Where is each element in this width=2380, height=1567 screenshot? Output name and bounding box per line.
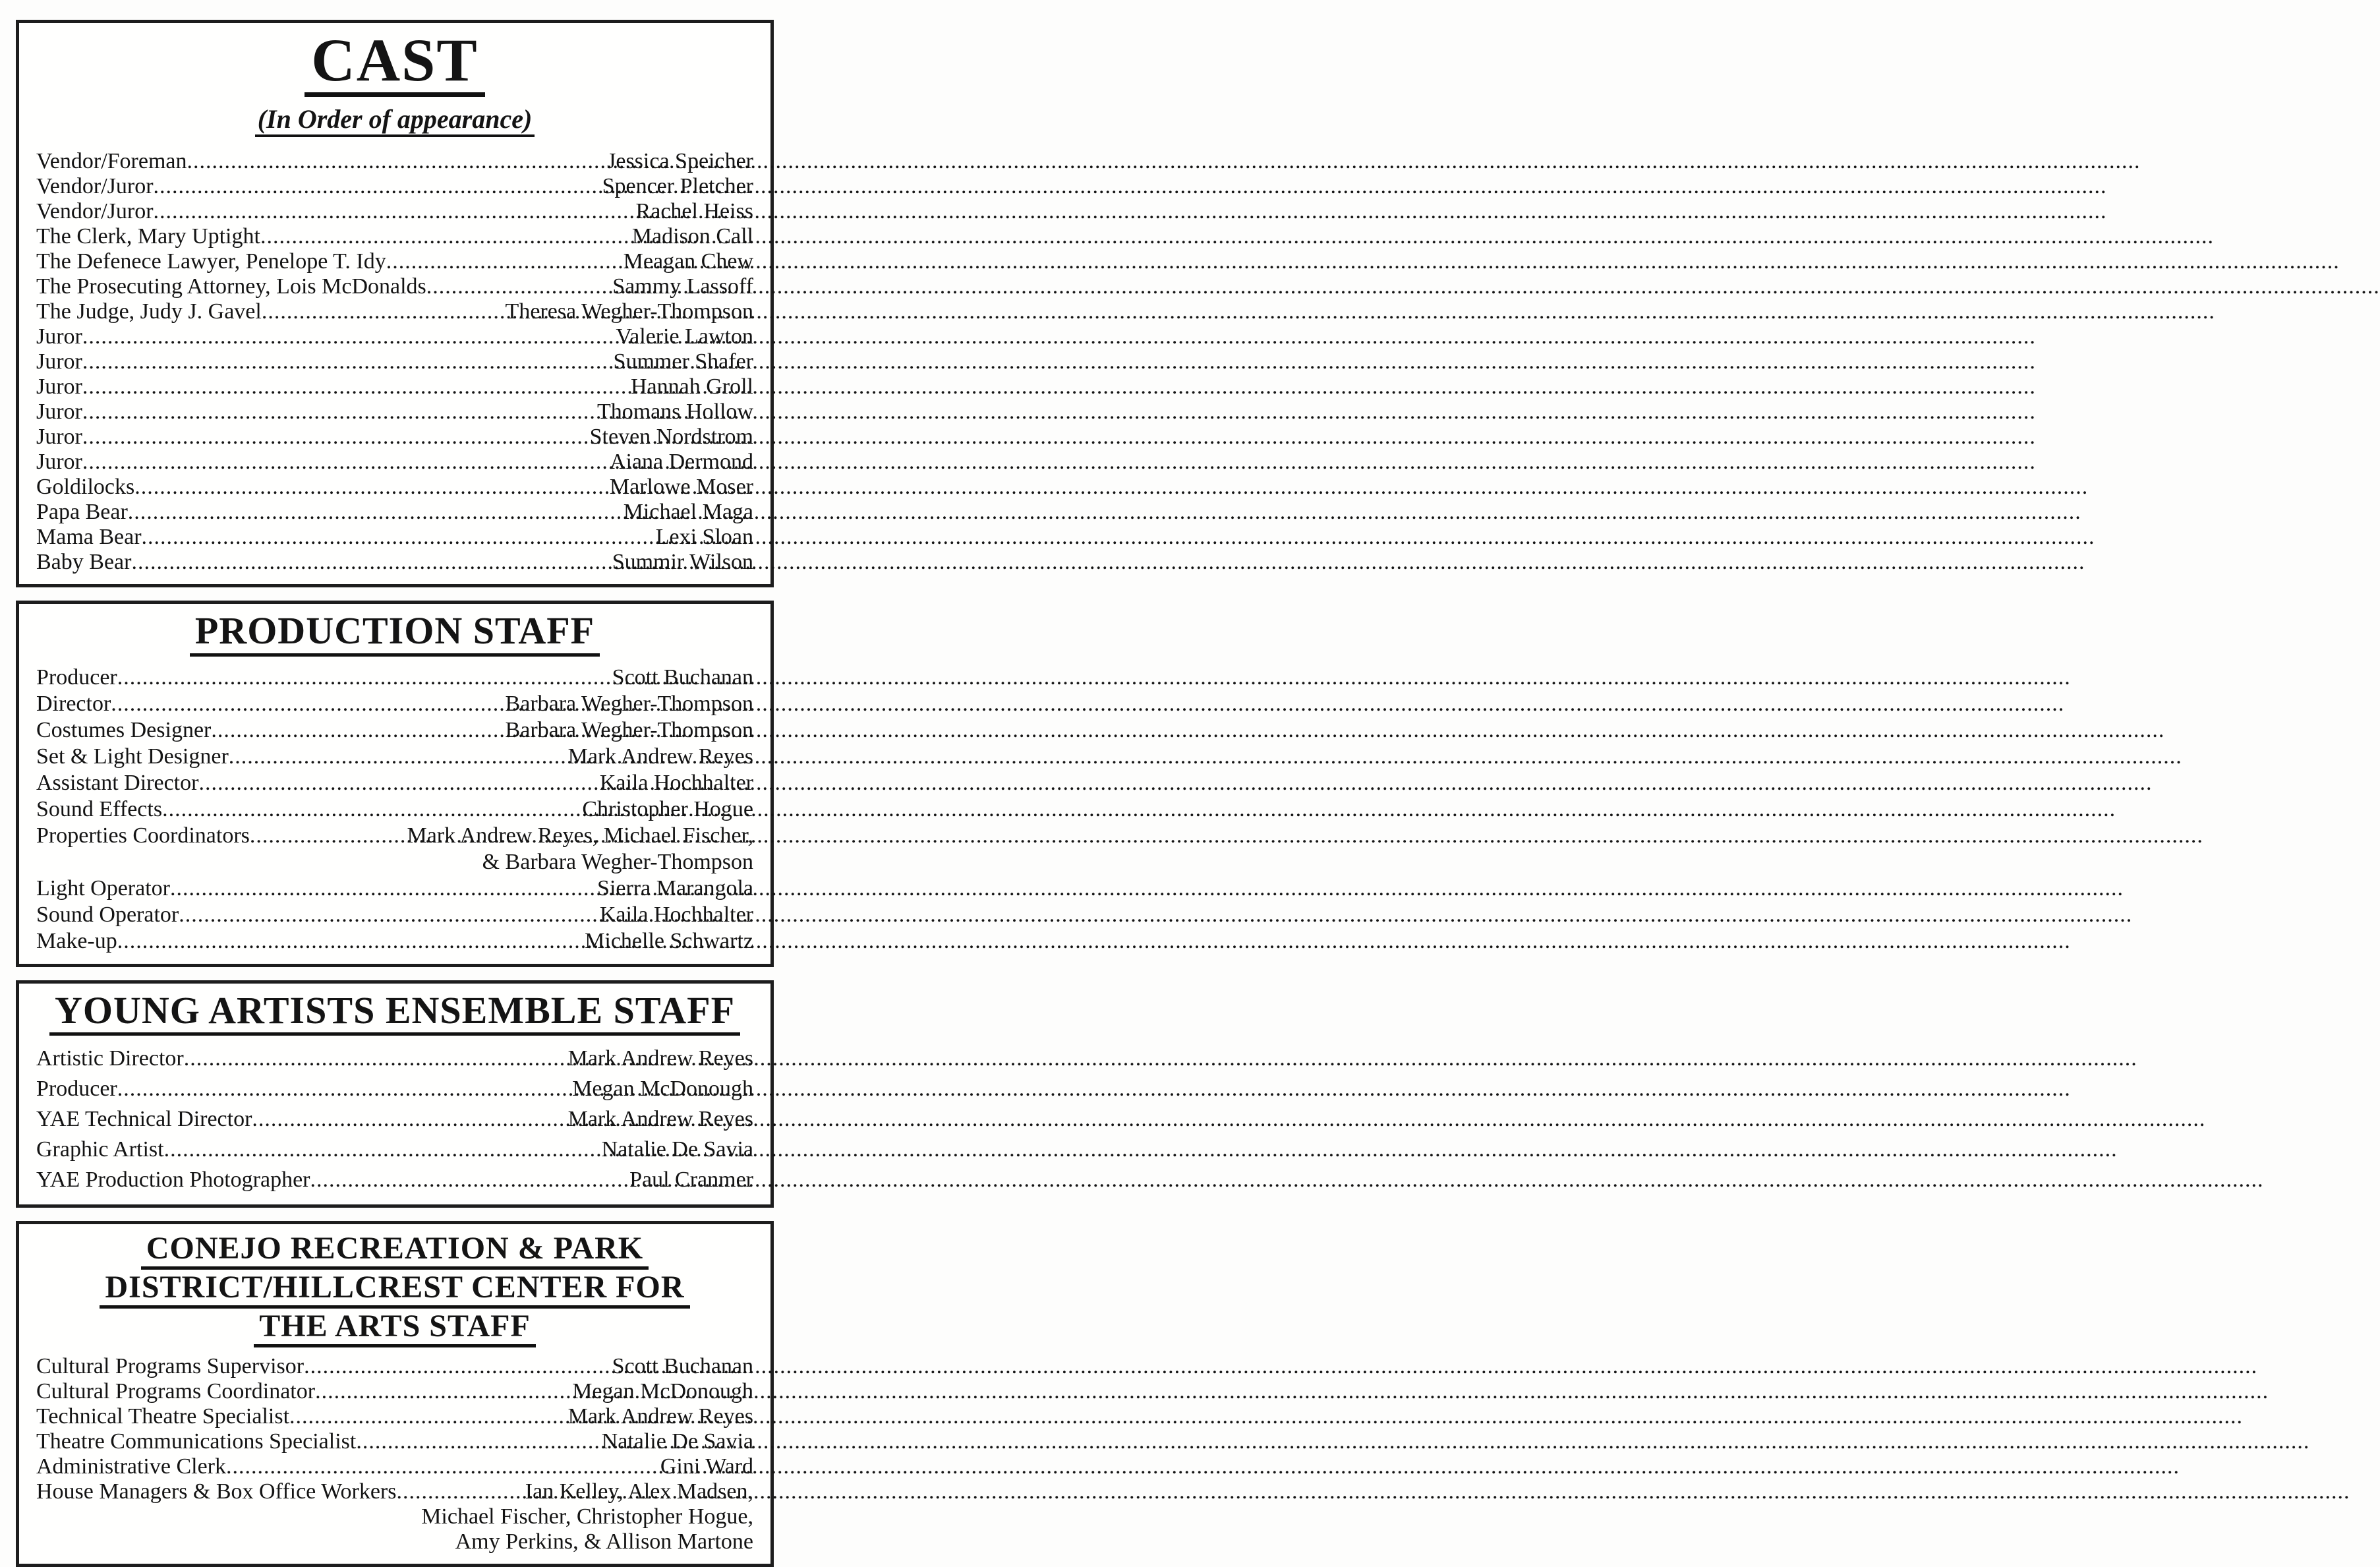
credit-entry: [36, 1135, 753, 1165]
credit-name: Spencer Pletcher: [602, 174, 753, 198]
credit-name: Mark Andrew Reyes: [567, 744, 753, 769]
dot-leader: [179, 902, 600, 928]
credit-entry: [36, 224, 753, 249]
yae-staff-section: [16, 980, 774, 1208]
credit-role: Costumes Designer: [36, 717, 212, 742]
credit-role: Juror: [36, 324, 82, 349]
crpd-staff-credits-list: [36, 1354, 753, 1554]
credit-name: Megan McDonough: [572, 1077, 753, 1102]
credit-name: Rachel Heiss: [635, 199, 753, 223]
dot-leader: [184, 1044, 568, 1074]
dot-leader: [198, 770, 599, 796]
credit-role: Director: [36, 691, 111, 716]
dot-leader: [82, 324, 616, 349]
credit-name: Scott Buchanan: [612, 665, 753, 690]
credit-role: The Prosecuting Attorney, Lois McDonalds: [36, 274, 426, 299]
credit-entry: [36, 500, 753, 525]
program-page: [0, 0, 791, 1554]
dot-leader: [117, 928, 585, 955]
credit-role: Make-up: [36, 928, 117, 953]
dot-leader: [262, 299, 506, 324]
credit-role: Sound Effects: [36, 796, 163, 821]
dot-leader: [164, 1135, 602, 1165]
credit-role: Cultural Programs Supervisor: [36, 1353, 305, 1378]
dot-leader: [356, 1429, 601, 1454]
credit-role: Juror: [36, 450, 82, 474]
credit-role: Cultural Programs Coordinator: [36, 1378, 316, 1404]
credit-role: YAE Production Photographer: [36, 1168, 310, 1193]
credit-name: Natalie De Savia: [601, 1429, 753, 1454]
credit-continuation-line: Amy Perkins, & Allison Martone: [455, 1529, 753, 1554]
credit-entry: [36, 691, 753, 717]
credit-name: Steven Nordstrom: [589, 425, 753, 449]
credit-name: Paul Cranmer: [629, 1168, 753, 1193]
credit-name: Jessica Speicher: [607, 149, 753, 173]
credit-role: Theatre Communications Specialist: [36, 1429, 357, 1454]
credit-continuation-line: Michael Fischer, Christopher Hogue,: [421, 1504, 753, 1529]
credit-role: Administrative Clerk: [36, 1454, 227, 1479]
credit-entry: [36, 249, 753, 274]
credit-role: Technical Theatre Specialist: [36, 1404, 290, 1429]
crpd-staff-title-line-3: THE ARTS STAFF: [254, 1309, 536, 1347]
credit-name: Sierra Marangola: [597, 875, 753, 901]
credit-name: Barbara Wegher-Thompson: [505, 717, 753, 742]
credit-entry: [36, 274, 753, 299]
credit-entry: [36, 450, 753, 475]
credit-role: Mama Bear: [36, 525, 142, 549]
credit-role: Juror: [36, 349, 82, 374]
credit-name: Natalie De Savia: [601, 1137, 753, 1162]
production-staff-section: [16, 601, 774, 967]
credit-role: Set & Light Designer: [36, 744, 229, 769]
credit-name: Kaila Hochhalter: [599, 770, 753, 795]
credit-continuation: [36, 849, 753, 875]
credit-role: Vendor/Juror: [36, 174, 154, 198]
credit-entry: [36, 1044, 753, 1074]
credit-entry: [36, 299, 753, 324]
credit-role: Properties Coordinators: [36, 823, 250, 848]
credit-name: Aiana Dermond: [609, 450, 753, 474]
dot-leader: [134, 475, 610, 500]
dot-leader: [154, 174, 602, 199]
credit-name: Michael Maga: [623, 500, 753, 524]
credit-entry: [36, 1429, 753, 1454]
dot-leader: [117, 1074, 572, 1104]
credit-entry: [36, 425, 753, 450]
credit-entry: [36, 1074, 753, 1104]
credit-name: Valerie Lawton: [616, 324, 753, 349]
credit-entry: [36, 324, 753, 349]
credit-name: Thomans Hollow: [596, 399, 753, 424]
yae-staff-credits-list: [36, 1044, 753, 1195]
crpd-staff-title-line-2: DISTRICT/HILLCREST CENTER FOR: [100, 1270, 689, 1309]
crpd-staff-title-line-1: CONEJO RECREATION & PARK: [141, 1231, 649, 1270]
dot-leader: [250, 823, 407, 849]
dot-leader: [131, 550, 612, 575]
crpd-staff-section: [16, 1221, 774, 1566]
credit-role: Juror: [36, 399, 82, 424]
dot-leader: [82, 425, 590, 450]
credit-role: Assistant Director: [36, 770, 199, 795]
dot-leader: [426, 274, 612, 299]
dot-leader: [170, 875, 597, 902]
dot-leader: [82, 450, 610, 475]
credit-name: Barbara Wegher-Thompson: [505, 691, 753, 716]
credit-name: Summir Wilson: [612, 550, 753, 574]
dot-leader: [162, 796, 582, 823]
credit-name: Meagan Chew: [623, 249, 753, 274]
dot-leader: [315, 1379, 572, 1404]
dot-leader: [386, 249, 624, 274]
credit-role: House Managers & Box Office Workers: [36, 1479, 397, 1504]
dot-leader: [111, 691, 505, 717]
dot-leader: [82, 399, 597, 425]
credit-role: Juror: [36, 374, 82, 399]
credit-name: Mark Andrew Reyes: [567, 1404, 753, 1429]
dot-leader: [117, 665, 612, 691]
credit-entry: [36, 717, 753, 744]
dot-leader: [82, 374, 631, 399]
credit-role: Papa Bear: [36, 500, 128, 524]
credit-entry: [36, 1379, 753, 1404]
credit-entry: [36, 199, 753, 224]
credit-entry: [36, 875, 753, 902]
dot-leader: [128, 500, 624, 525]
credit-role: Graphic Artist: [36, 1137, 164, 1162]
dot-leader: [252, 1104, 567, 1135]
dot-leader: [229, 744, 568, 770]
dot-leader: [304, 1354, 612, 1379]
cast-credits-list: [36, 149, 753, 575]
credit-name: Summer Shafer: [613, 349, 753, 374]
credit-name: Theresa Wegher-Thompson: [505, 299, 753, 324]
credit-role: Vendor/Juror: [36, 199, 154, 223]
credit-name: Michelle Schwartz: [585, 928, 753, 953]
credit-name: Ian Kelley, Alex Madsen,: [525, 1479, 753, 1504]
dot-leader: [226, 1454, 660, 1479]
cast-subtitle: (In Order of appearance): [255, 105, 535, 137]
dot-leader: [142, 525, 656, 550]
credit-role: Juror: [36, 425, 82, 449]
dot-leader: [310, 1165, 630, 1195]
credit-entry: [36, 525, 753, 550]
dot-leader: [211, 717, 505, 744]
dot-leader: [82, 349, 614, 374]
credit-role: Light Operator: [36, 875, 170, 901]
dot-leader: [260, 224, 632, 249]
credit-role: Vendor/Foreman: [36, 149, 187, 173]
credit-entry: [36, 823, 753, 875]
credit-role: The Clerk, Mary Uptight: [36, 224, 260, 249]
credit-continuation-line: & Barbara Wegher-Thompson: [482, 849, 753, 874]
credit-entry: [36, 149, 753, 174]
credit-entry: [36, 374, 753, 399]
production-staff-title: PRODUCTION STAFF: [190, 610, 600, 657]
credit-entry: [36, 1354, 753, 1379]
cast-title: CAST: [305, 30, 484, 97]
credit-role: The Judge, Judy J. Gavel: [36, 299, 262, 324]
credit-entry: [36, 174, 753, 199]
credit-continuation: [36, 1504, 753, 1554]
credit-name: Scott Buchanan: [612, 1353, 753, 1378]
credit-name: Christopher Hogue: [582, 796, 753, 821]
credit-name: Hannah Groll: [630, 374, 753, 399]
dot-leader: [187, 149, 608, 174]
credit-entry: [36, 744, 753, 770]
credit-role: Artistic Director: [36, 1046, 184, 1071]
credit-role: Producer: [36, 665, 117, 690]
dot-leader: [154, 199, 636, 224]
dot-leader: [289, 1404, 568, 1429]
credit-entry: [36, 770, 753, 796]
credit-entry: [36, 1454, 753, 1479]
credit-entry: [36, 665, 753, 691]
credit-name: Madison Call: [631, 224, 753, 249]
credit-entry: [36, 550, 753, 575]
yae-staff-title: YOUNG ARTISTS ENSEMBLE STAFF: [49, 990, 740, 1036]
credit-entry: [36, 796, 753, 823]
credit-role: The Defenece Lawyer, Penelope T. Idy: [36, 249, 386, 274]
production-staff-credits-list: [36, 665, 753, 955]
credit-name: Mark Andrew Reyes, Michael Fischer,: [407, 823, 753, 848]
credit-role: Sound Operator: [36, 902, 179, 927]
dot-leader: [397, 1479, 525, 1504]
cast-section: [16, 20, 774, 587]
credit-entry: [36, 928, 753, 955]
credit-name: Gini Ward: [660, 1454, 753, 1479]
credit-name: Lexi Sloan: [655, 525, 753, 549]
credit-entry: [36, 1165, 753, 1195]
credit-name: Kaila Hochhalter: [599, 902, 753, 927]
credit-name: Sammy Lassoff: [612, 274, 753, 299]
credit-entry: [36, 902, 753, 928]
credit-entry: [36, 1404, 753, 1429]
credit-role: Producer: [36, 1077, 117, 1102]
credit-entry: [36, 475, 753, 500]
credit-entry: [36, 349, 753, 374]
credit-name: Mark Andrew Reyes: [567, 1046, 753, 1071]
credit-entry: [36, 1479, 753, 1554]
credit-role: Goldilocks: [36, 475, 135, 499]
credit-entry: [36, 1104, 753, 1135]
credit-role: YAE Technical Director: [36, 1107, 252, 1132]
credit-entry: [36, 399, 753, 425]
credit-name: Mark Andrew Reyes: [567, 1107, 753, 1132]
credit-name: Marlowe Moser: [609, 475, 753, 499]
credit-role: Baby Bear: [36, 550, 132, 574]
credit-name: Megan McDonough: [572, 1378, 753, 1404]
